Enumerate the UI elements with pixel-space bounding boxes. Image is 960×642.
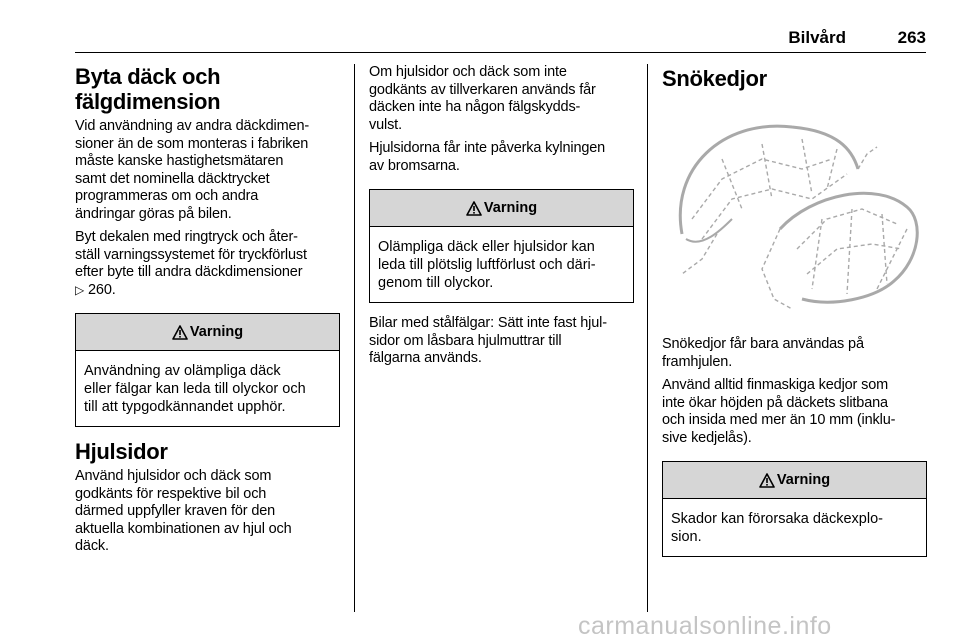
warning-header (663, 462, 926, 499)
chain-links (722, 139, 837, 209)
paragraph-steel-rims: Bilar med stålfälgar: Sätt inte fast hjul- sidor om låsbara hjulmuttrar till fälgarna används. (369, 315, 607, 366)
paragraph-fine-mesh-chains: Använd alltid finmaskiga kedjor som inte ökar höjden på däckets slitbana och insida med mer än 10 mm (inklu- sive kedjelås). (662, 377, 896, 446)
paragraph-wheel-covers: Använd hjulsidor och däck som godkänts för respektive bil och därmed uppfyller kraven för den aktuella kombinationen av hjul och däck. (75, 468, 292, 554)
paragraph-pressure-label: Byt dekalen med ringtryck och åter- ställ varningssystemet för tryckförlust efter byte till andra däckdimensioner ▷ 260. (75, 229, 307, 298)
chain-links (858, 147, 877, 169)
page-number: 263 (897, 28, 926, 47)
column-2 (369, 64, 634, 374)
warning-triangle-icon (466, 201, 482, 216)
heading-snow-chains: Snökedjor (662, 66, 767, 91)
warning-triangle-icon (172, 325, 188, 340)
heading-wheel-covers: Hjulsidor (75, 439, 168, 464)
warning-box (369, 189, 634, 303)
snow-chains-illustration (662, 99, 927, 317)
warning-triangle-icon (759, 473, 775, 488)
paragraph-tire-dimensions: Vid användning av andra däckdimen- sioner än de som monteras i fabriken måste kanske hastighetsmätaren samt det nominella däcktrycket programmeras om och andra ändringar göras på bilen. (75, 118, 310, 222)
heading-tire-change: Byta däck och fälgdimension (75, 64, 221, 114)
warning-header (76, 314, 339, 351)
warning-box (662, 461, 927, 557)
warning-text: Skador kan förorsaka däckexplo- sion. (671, 511, 883, 545)
warning-text: Olämpliga däck eller hjulsidor kan leda till plötslig luftförlust och däri- genom till olyckor. (378, 239, 596, 291)
paragraph-brake-cooling: Hjulsidorna får inte påverka kylningen av bromsarna. (369, 140, 606, 174)
chain-links (702, 174, 847, 239)
chain-links (762, 229, 792, 309)
warning-text: Användning av olämpliga däck eller fälgar kan leda till olyckor och till att typgodkännandet upphör. (84, 363, 306, 415)
page-reference-link[interactable]: 260. (87, 281, 116, 298)
chain-links (807, 244, 902, 274)
reference-arrow-icon: ▷ (75, 282, 85, 297)
watermark: carmanualsonline.info (578, 612, 832, 640)
chain-ring (686, 219, 732, 242)
column-3 (662, 64, 927, 569)
column-divider (647, 64, 648, 612)
warning-header (370, 190, 633, 227)
section-title: Bilvård (788, 28, 846, 47)
page-header (75, 22, 926, 53)
paragraph-front-wheels: Snökedjor får bara användas på framhjulen. (662, 336, 864, 370)
warning-box (75, 313, 340, 427)
warning-title: Varning (189, 324, 244, 340)
column-1 (75, 64, 340, 562)
warning-title: Varning (483, 200, 538, 216)
paragraph-unapproved-covers: Om hjulsidor och däck som inte godkänts av tillverkaren används får däcken inte ha någon fälgskydds- vulst. (369, 64, 596, 133)
warning-title: Varning (776, 472, 831, 488)
column-divider (354, 64, 355, 612)
